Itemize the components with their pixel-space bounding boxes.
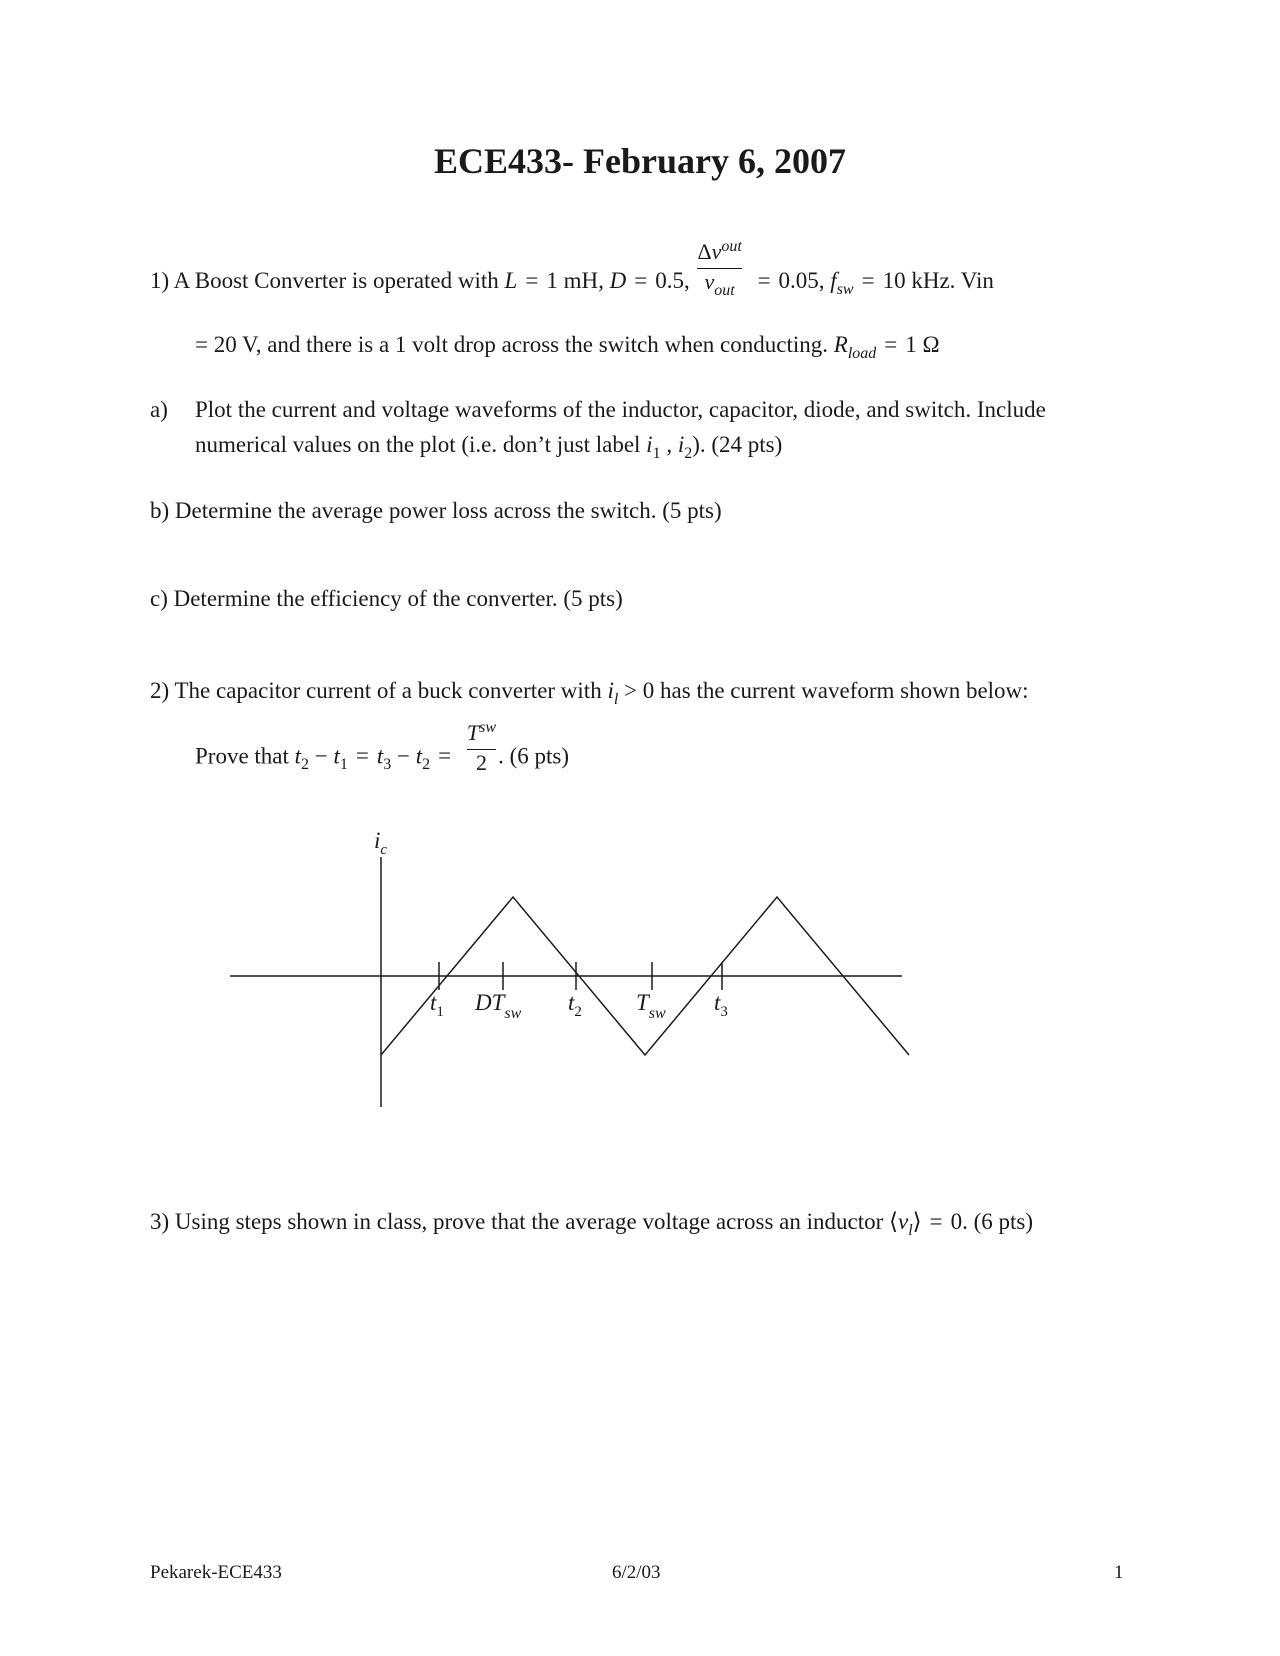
q1b-text: b) Determine the average power loss across the switch. (5 pts) — [150, 498, 722, 523]
footer-page-number: 1 — [1114, 1562, 1124, 1583]
page-title: ECE433- February 6, 2007 — [434, 141, 846, 181]
q2-text-start: 2) The capacitor current of a buck converter with — [150, 678, 602, 703]
q1-line2: = 20 V, and there is a 1 volt drop across the switch when conducting. $R_{load} = 1$ Ω — [195, 332, 940, 362]
q1a-label: a) — [150, 397, 168, 422]
q3-text-start: 3) Using steps shown in class, prove that the average voltage across an inductor — [150, 1209, 884, 1234]
q1-rload-value: 1 Ω — [905, 332, 940, 357]
tick-label-dtsw: $DT_{sw}$ — [475, 990, 522, 1022]
q1-l-value: 1 mH, — [546, 268, 604, 293]
footer-center: 6/2/03 — [612, 1562, 661, 1583]
q1a-line2: numerical values on the plot (i.e. don’t just label $i_1$ , $i_2$). (24 pts) — [195, 432, 783, 462]
q1-ratio-value: 0.05 — [778, 268, 819, 293]
q1c-text: c) Determine the efficiency of the converter. (5 pts) — [150, 586, 623, 611]
q2-prove-end: . (6 pts) — [498, 743, 569, 769]
q1-intro: 1) A Boost Converter is operated with — [150, 268, 499, 293]
q2-text-end: has the current waveform shown below: — [660, 678, 1029, 703]
q1a-line1: Plot the current and voltage waveforms of the inductor, capacitor, diode, and switch. Include — [195, 397, 1046, 422]
q2-line1: 2) The capacitor current of a buck converter with $i_l > 0$ has the current waveform shown below: — [150, 678, 1029, 708]
q2-prove-start: Prove that — [195, 743, 289, 769]
tick-label-tsw: $T_{sw}$ — [636, 990, 666, 1022]
q1-line1: 1) A Boost Converter is operated with L = 1 mH, D = 0.5, $\frac{\Delta v^{out}}{v_{out}}$ = 0.05, $f_{sw} = 10$ kHz. Vin — [150, 238, 994, 300]
q1-d-value: 0.5, — [655, 268, 690, 293]
q2-prove: Prove that $t_2 - t_1 = t_3 - t_2$ = $\frac{T^{sw}}{2}$ . (6 pts) — [195, 719, 569, 775]
q3-text-end: . (6 pts) — [962, 1209, 1034, 1234]
q1-line2-text: = 20 V, and there is a 1 volt drop across the switch when conducting. — [195, 332, 829, 357]
y-axis-label: $i_c$ — [374, 828, 388, 858]
tick-label-t2: $t_2$ — [568, 990, 582, 1020]
tick-label-t1: $t_1$ — [430, 990, 444, 1020]
footer-left: Pekarek-ECE433 — [150, 1562, 282, 1583]
q1a-line2-start: numerical values on the plot (i.e. don’t just label — [195, 432, 641, 457]
q1-fsw-value: 10 kHz. Vin — [882, 268, 994, 293]
q1a-line2-end: ). (24 pts) — [692, 432, 783, 457]
q3-line: 3) Using steps shown in class, prove that the average voltage across an inductor $⟨v_l⟩ = 0$. (6 pts) — [150, 1209, 1034, 1239]
tick-label-t3: $t_3$ — [714, 990, 728, 1020]
